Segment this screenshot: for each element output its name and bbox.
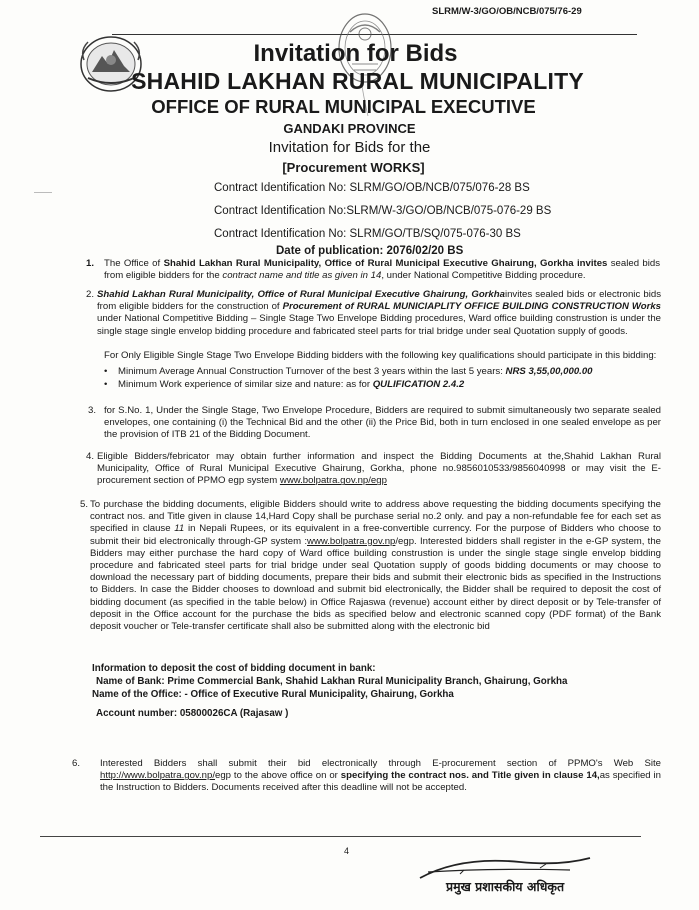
bullet-icon: • — [104, 366, 108, 377]
reference-number: SLRM/W-3/GO/OB/NCB/075/76-29 — [432, 6, 582, 17]
paragraph-3: for S.No. 1, Under the Single Stage, Two Envelope Procedure, Bidders are required to submit simultaneously two separate sealed envelopes, one containing (i) the Technical Bid and the other (ii) the Price Bid, both in turn enclosed in one sealed envelope as per the provision of ITB 21 of the Bidding Document. — [104, 405, 661, 441]
publication-date: Date of publication: 2076/02/20 BS — [276, 245, 464, 257]
bids-for-heading: Invitation for Bids for the — [268, 139, 431, 156]
bolpatra-link[interactable]: www.bolpatra.gov.np — [307, 535, 396, 547]
office-name: OFFICE OF RURAL MUNICIPAL EXECUTIVE — [151, 96, 536, 117]
para-1-number: 1. — [86, 258, 95, 269]
procurement-type: [Procurement WORKS] — [282, 160, 425, 175]
qualification-intro: For Only Eligible Single Stage Two Envelope Bidding bidders with the following key qualifications should participate in this bidding: — [104, 350, 657, 361]
paragraph-2: Shahid Lakhan Rural Municipality, Office of Rural Municipal Executive Ghairung, Gorkhainvites sealed bids or electronic bids from eligible bidders for the construction of Procurement of RURAL MUNICIAPLITY OFFICE BUILDING CONSTRUCTION Works under National Competitive Bidding – Single Stage Two Envelope Bidding procedures, Ward office building construstion is under the single stage single envelop bidding procedure and fabricated steel parts for trial bridge under seal Quotation supply of goods. — [97, 289, 661, 337]
contract-id-1: Contract Identification No: SLRM/GO/OB/NCB/075/076-28 BS — [214, 182, 530, 194]
paragraph-4: Eligible Bidders/febricator may obtain further information and inspect the Bidding Documents at the,Shahid Lakhan Rural Municipality, Office of Rural Municipal Executive Ghairung, Gorkha, phone no.9856010533/9856040998 or may visit the E-procurement section of PPMO egp system www.bolpatra.gov.np/egp — [97, 451, 661, 487]
paragraph-6: Interested Bidders shall submit their bid electronically through E-procurement section of PPMO's Web Site http://www.bolpatra.gov.np/egp to the above office on or specifying the contract nos. and Title given in clause 14,as specified in the Instruction to Bidders. Documents received after this deadline will not be accepted. — [100, 758, 661, 794]
bolpatra-url-link[interactable]: http://www.bolpatra.gov.np/ — [100, 770, 216, 782]
qualification-bullet-2: • Minimum Work experience of similar size and nature: as for QULIFICATION 2.4.2 — [104, 379, 465, 390]
bank-office-name: Name of the Office: - Office of Executive Rural Municipality, Ghairung, Gorkha — [92, 689, 454, 700]
para-3-number: 3. — [88, 405, 97, 416]
document-title: Invitation for Bids — [253, 40, 458, 67]
para-6-number: 6. — [72, 758, 81, 769]
bullet-icon: • — [104, 379, 108, 390]
bank-info-heading: Information to deposit the cost of bidding document in bank: — [92, 663, 376, 674]
bank-name: Name of Bank: Prime Commercial Bank, Shahid Lakhan Rural Municipality Branch, Ghairung, Gorkha — [96, 676, 568, 687]
paragraph-5: To purchase the bidding documents, eligible Bidders should write to address above requesting the bidding documents specifying the contract nos. and Title given in clause 14,Hard Copy shall be purchase serial no.2 only. and pay a non-refundable fee for each set as specified in clause 11 in Nepali Rupees, or its equivalent in a free-convertible currency. For the purpose of Bidders who choose to submit their bid electronically through-GP system :www.bolpatra.gov.np/egp. Interested bidders shall register in the e-GP system, the Bidders may either purchase the hard copy of Ward office building construstion is under the single stage single envelop bidding procedure and fabricated steel parts for trial bridge under seal Quotation supply of goods bidding documents or may choose to download the necessary part of bidding documents, prepare their bids and submit their electronic bids as specified in the Instructions to Bidders. In case the Bidder chooses to download and submit bid electronically, the Bidder shall be required to deposit the cost of bidding document (as specified in the table below) in Office Rajaswa (revenue) account either by direct deposit or by Tele-transfer of deposit in the Office account for the purchase the bids as specified below and electronic scanned copy (PDF format) of the Bank deposit voucher or Tele-transfer certificate shall also be submitted along with the electronic bid — [90, 499, 662, 633]
para-2-number: 2. — [86, 289, 95, 300]
paragraph-1: The Office of Shahid Lakhan Rural Municipality, Office of Rural Municipal Executive Ghairung, Gorkha invites sealed bids from eligible bidders for the contract name and title as given in 14, under National Competitive Bidding procedure. — [104, 258, 661, 282]
page-number: 4 — [344, 846, 350, 856]
contract-id-3: Contract Identification No: SLRM/GO/TB/SQ/075-076-30 BS — [214, 228, 521, 240]
signature-designation: प्रमुख प्रशासकीय अधिकृत — [446, 879, 565, 894]
province-name: GANDAKI PROVINCE — [283, 121, 416, 136]
bottom-divider — [40, 836, 641, 837]
municipality-name: SHAHID LAKHAN RURAL MUNICIPALITY — [131, 68, 584, 94]
qualification-bullet-1: • Minimum Average Annual Construction Turnover of the best 3 years within the last 5 years: NRS 3,55,00,000.00 — [104, 366, 593, 377]
margin-mark — [34, 192, 52, 193]
egp-link[interactable]: www.bolpatra.gov.np/egp — [279, 475, 387, 487]
para-5-number: 5. — [80, 499, 89, 510]
bank-account-number: Account number: 05800026CA (Rajasaw ) — [96, 708, 289, 719]
para-4-number: 4. — [86, 451, 95, 462]
contract-id-2: Contract Identification No:SLRM/W-3/GO/OB/NCB/075-076-29 BS — [214, 205, 552, 217]
